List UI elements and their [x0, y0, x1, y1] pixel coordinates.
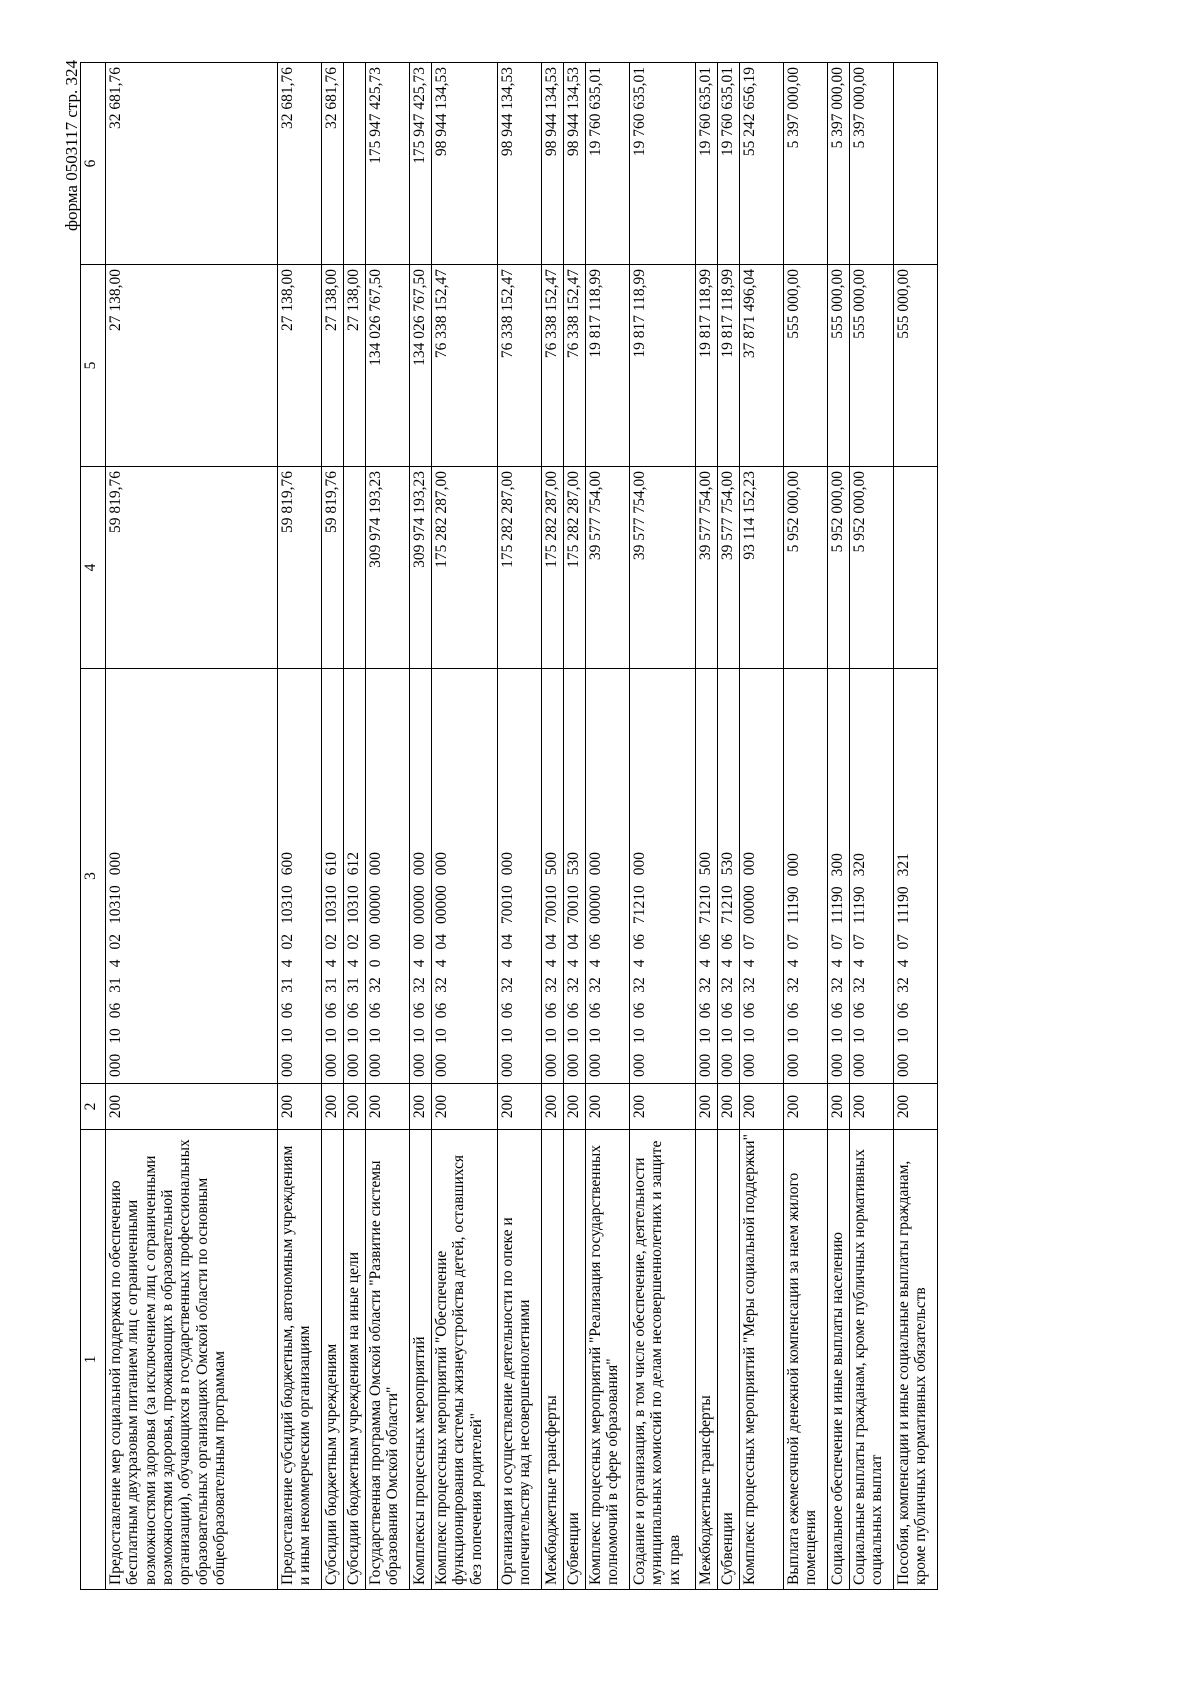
code-part: 70010: [565, 885, 582, 924]
row-executed: 37 871 496,04: [740, 265, 784, 467]
row-approved: 175 282 287,00: [542, 467, 564, 669]
code-part: 32: [719, 977, 736, 993]
code-part: 10: [107, 1028, 124, 1044]
row-unexecuted: 19 760 635,01: [586, 63, 630, 265]
code-part: 06: [719, 1002, 736, 1019]
row-name: Организация и осуществление деятельности по опеке и попечительству над несовершеннолетними: [498, 1130, 542, 1590]
row-executed: 555 000,00: [894, 265, 938, 467]
code-part: 32: [543, 977, 560, 993]
code-part: 10310: [107, 885, 124, 924]
row-unexecuted: 175 947 425,73: [410, 63, 432, 265]
code-part: 06: [741, 1002, 758, 1019]
row-name: Государственная программа Омской области "Развитие системы образования Омской области": [366, 1130, 410, 1590]
code-part: 10: [323, 1028, 340, 1044]
code-part: 10: [499, 1028, 516, 1044]
row-name: Комплекс процессных мероприятий "Меры социальной поддержки": [740, 1130, 784, 1590]
row-classification-code: [894, 669, 938, 1084]
row-approved: 59 819,76: [106, 467, 278, 669]
code-part: 000: [631, 852, 648, 876]
code-part: 04: [565, 934, 582, 950]
code-part: 10: [785, 1028, 802, 1044]
code-part: 612: [345, 852, 362, 876]
row-executed: 19 817 118,99: [630, 265, 696, 467]
code-part: 10: [565, 1028, 582, 1044]
table-body: [106, 63, 938, 1590]
code-part: 32: [367, 977, 384, 993]
row-line-code: 200: [344, 1084, 366, 1130]
code-part: 04: [499, 934, 516, 950]
code-part: 000: [107, 1053, 124, 1077]
code-part: 000: [433, 852, 450, 876]
code-part: 06: [895, 1002, 912, 1019]
code-part: 000: [499, 852, 516, 876]
row-classification-code: [630, 669, 696, 1084]
row-line-code: 200: [630, 1084, 696, 1130]
code-part: 71210: [631, 885, 648, 924]
code-part: 32: [741, 977, 758, 993]
row-line-code: 200: [366, 1084, 410, 1130]
row-name: Социальное обеспечение и иные выплаты населению: [828, 1130, 850, 1590]
code-part: 06: [631, 934, 648, 950]
row-name: Выплата ежемесячной денежной компенсации за наем жилого помещения: [784, 1130, 828, 1590]
row-executed: 76 338 152,47: [542, 265, 564, 467]
row-name: Межбюджетные трансферты: [542, 1130, 564, 1590]
code-part: 32: [499, 977, 516, 993]
code-part: 00000: [411, 885, 428, 924]
col-header-6: 6: [81, 63, 106, 265]
row-name: Комплекс процессных мероприятий "Реализация государственных полномочий в сфере образования": [586, 1130, 630, 1590]
code-part: 07: [741, 934, 758, 950]
code-part: 000: [785, 853, 802, 877]
row-executed: 19 817 118,99: [718, 265, 740, 467]
code-part: 500: [543, 852, 560, 876]
row-unexecuted: 5 397 000,00: [828, 63, 850, 265]
code-part: 10: [895, 1028, 912, 1044]
code-part: 06: [279, 1002, 296, 1019]
code-part: 06: [367, 1002, 384, 1019]
row-executed: 76 338 152,47: [498, 265, 542, 467]
row-approved: 39 577 754,00: [586, 467, 630, 669]
code-part: 32: [785, 977, 802, 993]
code-part: 10310: [279, 885, 296, 924]
code-part: 530: [719, 852, 736, 876]
table-row: [718, 63, 740, 1590]
code-part: 600: [279, 852, 296, 876]
row-line-code: 200: [106, 1084, 278, 1130]
row-classification-code: [410, 669, 432, 1084]
row-classification-code: [718, 669, 740, 1084]
row-name: Субвенции: [718, 1130, 740, 1590]
code-part: 10: [697, 1028, 714, 1044]
code-part: 000: [565, 1053, 582, 1077]
code-part: 610: [323, 852, 340, 876]
row-unexecuted: 55 242 656,19: [740, 63, 784, 265]
code-part: 06: [345, 1002, 362, 1019]
code-part: 4: [499, 959, 516, 968]
row-line-code: 200: [828, 1084, 850, 1130]
row-approved: 175 282 287,00: [498, 467, 542, 669]
table-row: [278, 63, 322, 1590]
row-classification-code: [498, 669, 542, 1084]
code-part: 70010: [499, 885, 516, 924]
code-part: 11190: [895, 886, 912, 924]
row-unexecuted: 98 944 134,53: [498, 63, 542, 265]
code-part: 000: [741, 1053, 758, 1077]
code-part: 70010: [543, 885, 560, 924]
row-unexecuted: 5 397 000,00: [850, 63, 894, 265]
code-part: 06: [697, 1002, 714, 1019]
row-line-code: 200: [542, 1084, 564, 1130]
row-classification-code: [564, 669, 586, 1084]
code-part: 320: [851, 853, 868, 877]
code-part: 06: [631, 1002, 648, 1019]
code-part: 000: [631, 1053, 648, 1077]
row-name: Комплекс процессных мероприятий "Обеспечение функционирования системы жизнеустройства детей, оставшихся без попечения родителей": [432, 1130, 498, 1590]
code-part: 4: [785, 959, 802, 968]
code-part: 06: [697, 934, 714, 950]
code-part: 02: [345, 934, 362, 950]
row-line-code: 200: [586, 1084, 630, 1130]
code-part: 10: [631, 1028, 648, 1044]
row-unexecuted: 98 944 134,53: [564, 63, 586, 265]
form-reference: форма 0503117 стр. 324: [62, 60, 81, 231]
row-name: Пособия, компенсации и иные социальные выплаты гражданам, кроме публичных нормативных обязательств: [894, 1130, 938, 1590]
row-approved: 175 282 287,00: [564, 467, 586, 669]
code-part: 000: [719, 1053, 736, 1077]
code-part: 4: [279, 959, 296, 968]
code-part: 4: [323, 959, 340, 968]
table-row: [564, 63, 586, 1590]
code-part: 000: [345, 1053, 362, 1077]
code-part: 000: [587, 852, 604, 876]
code-part: 10: [829, 1028, 846, 1044]
code-part: 32: [433, 977, 450, 993]
table-row: [410, 63, 432, 1590]
row-classification-code: [850, 669, 894, 1084]
code-part: 71210: [719, 885, 736, 924]
code-part: 06: [829, 1002, 846, 1019]
code-part: 31: [279, 977, 296, 993]
code-part: 11190: [785, 886, 802, 924]
table-row: [696, 63, 718, 1590]
code-part: 4: [543, 959, 560, 968]
code-part: 10: [279, 1028, 296, 1044]
row-name: Предоставление субсидий бюджетным, автономным учреждениям и иным некоммерческим организациям: [278, 1130, 322, 1590]
code-part: 4: [411, 959, 428, 968]
code-part: 71210: [697, 885, 714, 924]
code-part: 06: [565, 1002, 582, 1019]
code-part: 00: [411, 934, 428, 950]
code-part: 32: [631, 977, 648, 993]
table-row: [586, 63, 630, 1590]
row-approved: 309 974 193,23: [366, 467, 410, 669]
code-part: 000: [785, 1053, 802, 1077]
row-line-code: 200: [564, 1084, 586, 1130]
code-part: 02: [107, 934, 124, 950]
row-unexecuted: 32 681,76: [106, 63, 278, 265]
code-part: 000: [107, 852, 124, 876]
row-approved: [344, 467, 366, 669]
code-part: 06: [411, 1002, 428, 1019]
row-classification-code: [322, 669, 344, 1084]
code-part: 32: [411, 977, 428, 993]
row-unexecuted: 175 947 425,73: [366, 63, 410, 265]
row-name: Социальные выплаты гражданам, кроме публичных нормативных социальных выплат: [850, 1130, 894, 1590]
row-unexecuted: 98 944 134,53: [432, 63, 498, 265]
row-approved: 39 577 754,00: [718, 467, 740, 669]
code-part: 10: [587, 1028, 604, 1044]
table-row: [740, 63, 784, 1590]
code-part: 31: [323, 977, 340, 993]
code-part: 10: [345, 1028, 362, 1044]
row-classification-code: [344, 669, 366, 1084]
code-part: 06: [543, 1002, 560, 1019]
code-part: 4: [587, 959, 604, 968]
code-part: 000: [851, 1053, 868, 1077]
row-classification-code: [366, 669, 410, 1084]
code-part: 06: [107, 1002, 124, 1019]
row-approved: 309 974 193,23: [410, 467, 432, 669]
code-part: 00000: [367, 885, 384, 924]
row-executed: 27 138,00: [344, 265, 366, 467]
row-approved: 5 952 000,00: [850, 467, 894, 669]
row-approved: 175 282 287,00: [432, 467, 498, 669]
table-row: [630, 63, 696, 1590]
row-unexecuted: 19 760 635,01: [718, 63, 740, 265]
row-executed: 19 817 118,99: [586, 265, 630, 467]
row-name: Комплексы процессных мероприятий: [410, 1130, 432, 1590]
col-header-5: 5: [81, 265, 106, 467]
row-executed: 555 000,00: [850, 265, 894, 467]
row-line-code: 200: [894, 1084, 938, 1130]
code-part: 000: [433, 1053, 450, 1077]
row-executed: 27 138,00: [322, 265, 344, 467]
row-name: Субвенции: [564, 1130, 586, 1590]
code-part: 4: [345, 959, 362, 968]
row-unexecuted: [344, 63, 366, 265]
code-part: 4: [829, 959, 846, 968]
code-part: 32: [851, 977, 868, 993]
row-executed: 27 138,00: [278, 265, 322, 467]
row-classification-code: [278, 669, 322, 1084]
code-part: 000: [367, 1053, 384, 1077]
code-part: 000: [895, 1053, 912, 1077]
code-part: 4: [697, 959, 714, 968]
code-part: 07: [851, 934, 868, 950]
row-approved: 59 819,76: [322, 467, 344, 669]
code-part: 10: [719, 1028, 736, 1044]
row-classification-code: [696, 669, 718, 1084]
row-classification-code: [740, 669, 784, 1084]
code-part: 10: [411, 1028, 428, 1044]
row-approved: 5 952 000,00: [828, 467, 850, 669]
code-part: 32: [895, 977, 912, 993]
header-row: [81, 63, 106, 1590]
row-approved: 93 114 152,23: [740, 467, 784, 669]
table-row: [850, 63, 894, 1590]
row-name: Субсидии бюджетным учреждениям: [322, 1130, 344, 1590]
code-part: 02: [323, 934, 340, 950]
row-line-code: 200: [322, 1084, 344, 1130]
code-part: 000: [367, 852, 384, 876]
code-part: 06: [499, 1002, 516, 1019]
code-part: 32: [587, 977, 604, 993]
col-header-3: 3: [81, 669, 106, 1084]
row-approved: 39 577 754,00: [630, 467, 696, 669]
code-part: 00000: [587, 885, 604, 924]
code-part: 10: [367, 1028, 384, 1044]
code-part: 000: [543, 1053, 560, 1077]
row-unexecuted: 32 681,76: [278, 63, 322, 265]
row-classification-code: [432, 669, 498, 1084]
code-part: 10310: [345, 885, 362, 924]
row-unexecuted: 19 760 635,01: [630, 63, 696, 265]
code-part: 10: [433, 1028, 450, 1044]
row-classification-code: [784, 669, 828, 1084]
code-part: 530: [565, 852, 582, 876]
code-part: 000: [697, 1053, 714, 1077]
row-executed: 555 000,00: [828, 265, 850, 467]
code-part: 4: [107, 959, 124, 968]
code-part: 000: [741, 852, 758, 876]
row-approved: 39 577 754,00: [696, 467, 718, 669]
table-row: [106, 63, 278, 1590]
code-part: 00000: [741, 885, 758, 924]
code-part: 00: [367, 934, 384, 950]
code-part: 06: [719, 934, 736, 950]
row-unexecuted: [894, 63, 938, 265]
code-part: 32: [829, 977, 846, 993]
code-part: 4: [565, 959, 582, 968]
code-part: 4: [433, 959, 450, 968]
row-line-code: 200: [432, 1084, 498, 1130]
code-part: 11190: [851, 886, 868, 924]
col-header-4: 4: [81, 467, 106, 669]
code-part: 10: [851, 1028, 868, 1044]
code-part: 500: [697, 852, 714, 876]
table-row: [366, 63, 410, 1590]
row-line-code: 200: [784, 1084, 828, 1130]
row-approved: 59 819,76: [278, 467, 322, 669]
row-executed: 134 026 767,50: [366, 265, 410, 467]
code-part: 000: [411, 852, 428, 876]
row-name: Создание и организация, в том числе обеспечение, деятельности муниципальных комиссий по делам несовершеннолетних и защите их прав: [630, 1130, 696, 1590]
row-classification-code: [586, 669, 630, 1084]
row-classification-code: [828, 669, 850, 1084]
code-part: 06: [851, 1002, 868, 1019]
row-line-code: 200: [718, 1084, 740, 1130]
code-part: 000: [279, 1053, 296, 1077]
row-executed: 76 338 152,47: [432, 265, 498, 467]
code-part: 300: [829, 853, 846, 877]
code-part: 000: [411, 1053, 428, 1077]
code-part: 000: [499, 1053, 516, 1077]
code-part: 06: [587, 1002, 604, 1019]
row-executed: 19 817 118,99: [696, 265, 718, 467]
code-part: 4: [851, 959, 868, 968]
table-row: [784, 63, 828, 1590]
code-part: 10: [543, 1028, 560, 1044]
row-line-code: 200: [278, 1084, 322, 1130]
row-name: Межбюджетные трансферты: [696, 1130, 718, 1590]
code-part: 06: [323, 1002, 340, 1019]
col-header-1: 1: [81, 1130, 106, 1590]
row-name: Предоставление мер социальной поддержки по обеспечению бесплатным двухразовым питанием лиц с ограниченными возможностями здоровья (за исключением лиц с ограниченными возможностями здоровья, проживающих в образовательной организации), обучающихся в государственных профессиональных образовательных организациях Омской области по основным общеобразовательным программам: [106, 1130, 278, 1590]
code-part: 11190: [829, 886, 846, 924]
budget-table: [80, 62, 938, 1590]
row-line-code: 200: [740, 1084, 784, 1130]
row-executed: 76 338 152,47: [564, 265, 586, 467]
code-part: 00000: [433, 885, 450, 924]
code-part: 000: [829, 1053, 846, 1077]
code-part: 31: [107, 977, 124, 993]
row-line-code: 200: [410, 1084, 432, 1130]
row-executed: 134 026 767,50: [410, 265, 432, 467]
row-name: Субсидии бюджетным учреждениям на иные цели: [344, 1130, 366, 1590]
table-row: [828, 63, 850, 1590]
table-row: [542, 63, 564, 1590]
code-part: 07: [785, 934, 802, 950]
row-approved: [894, 467, 938, 669]
code-part: 321: [895, 853, 912, 877]
table-row: [432, 63, 498, 1590]
code-part: 10: [741, 1028, 758, 1044]
row-unexecuted: 19 760 635,01: [696, 63, 718, 265]
table-row: [322, 63, 344, 1590]
code-part: 07: [829, 934, 846, 950]
code-part: 000: [323, 1053, 340, 1077]
code-part: 32: [565, 977, 582, 993]
table-row: [498, 63, 542, 1590]
table-row: [344, 63, 366, 1590]
code-part: 31: [345, 977, 362, 993]
code-part: 4: [719, 959, 736, 968]
code-part: 32: [697, 977, 714, 993]
code-part: 04: [543, 934, 560, 950]
row-line-code: 200: [850, 1084, 894, 1130]
code-part: 000: [587, 1053, 604, 1077]
code-part: 4: [741, 959, 758, 968]
row-executed: 27 138,00: [106, 265, 278, 467]
code-part: 06: [587, 934, 604, 950]
code-part: 06: [433, 1002, 450, 1019]
table-row: [894, 63, 938, 1590]
code-part: 02: [279, 934, 296, 950]
row-approved: 5 952 000,00: [784, 467, 828, 669]
row-unexecuted: 32 681,76: [322, 63, 344, 265]
row-unexecuted: 98 944 134,53: [542, 63, 564, 265]
row-classification-code: [106, 669, 278, 1084]
code-part: 0: [367, 959, 384, 968]
code-part: 06: [785, 1002, 802, 1019]
code-part: 4: [895, 959, 912, 968]
col-header-2: 2: [81, 1084, 106, 1130]
code-part: 10310: [323, 885, 340, 924]
row-classification-code: [542, 669, 564, 1084]
row-line-code: 200: [498, 1084, 542, 1130]
row-unexecuted: 5 397 000,00: [784, 63, 828, 265]
code-part: 07: [895, 934, 912, 950]
code-part: 4: [631, 959, 648, 968]
row-executed: 555 000,00: [784, 265, 828, 467]
row-line-code: 200: [696, 1084, 718, 1130]
code-part: 04: [433, 934, 450, 950]
